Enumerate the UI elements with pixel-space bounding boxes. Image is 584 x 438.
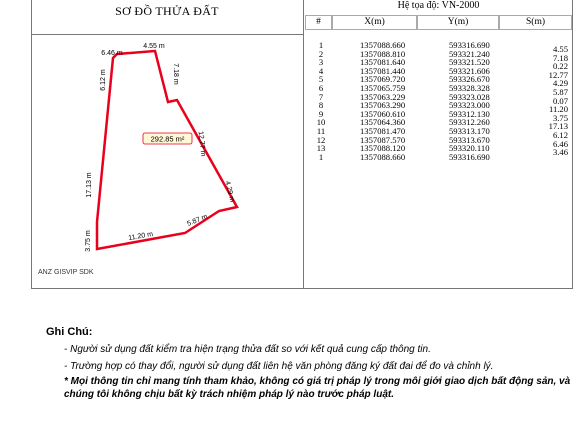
col-header-x: X(m)	[332, 15, 417, 30]
x-coordinate-cell: 1357063.290	[360, 100, 406, 111]
y-coordinate-cell: 593313.670	[449, 134, 490, 145]
point-number-cell: 7	[318, 91, 324, 102]
edge-label-right-diag: 12.77 m	[196, 130, 207, 157]
edge-length-cell: 6.12	[552, 129, 568, 140]
edge-length-cell: 12.77	[548, 69, 568, 80]
point-number-cell: 8	[318, 100, 324, 111]
edge-label-top-left: 6.46 m	[101, 50, 123, 57]
x-coordinate-cell: 1357088.810	[360, 48, 406, 59]
parcel-outline	[97, 51, 237, 249]
note-line-3a: * Mọi thông tin chỉ mang tính tham khảo, không có giá trị pháp lý trong môi giới giao dịch bất động sản, và	[64, 376, 571, 387]
edge-label-left: 17.13 m	[86, 172, 93, 198]
notes-heading: Ghi Chú:	[46, 326, 93, 338]
y-coordinate-cell: 593321.240	[449, 48, 490, 59]
point-number-cell: 1	[318, 151, 324, 162]
area-label: 292.85 m²	[150, 134, 185, 144]
edge-label-bottom: 11.20 m	[127, 230, 154, 243]
edge-length-cell: 3.75	[552, 112, 568, 123]
edge-length-cell: 7.18	[552, 52, 568, 63]
brand-label: ANZ GISVIP SDK	[38, 269, 94, 276]
point-number-cell: 13	[316, 143, 326, 154]
y-coordinate-cell: 593326.670	[449, 74, 490, 85]
y-coordinate-cell: 593328.328	[449, 82, 490, 93]
edge-length-cell: 5.87	[552, 86, 568, 97]
map-title: SƠ ĐỒ THỬA ĐẤT	[115, 4, 219, 18]
point-number-cell: 2	[318, 48, 324, 59]
edge-length-cell: 4.29	[552, 78, 568, 89]
x-coordinate-cell: 1357088.120	[360, 143, 406, 154]
col-header-index: #	[305, 15, 332, 30]
col-header-s: S(m)	[499, 15, 572, 30]
note-line-3b: chúng tôi không chịu bất kỳ trách nhiệm pháp lý nào trước pháp luật.	[64, 389, 394, 400]
edge-label-top: 4.55 m	[143, 43, 165, 50]
x-coordinate-cell: 1357064.360	[360, 117, 406, 128]
x-coordinate-cell: 1357065.759	[360, 82, 406, 93]
x-coordinate-cell: 1357063.229	[360, 91, 406, 102]
x-coordinate-cell: 1357069.720	[360, 74, 406, 85]
edge-length-cell: 0.22	[552, 61, 568, 72]
point-number-cell: 9	[318, 108, 324, 119]
edge-length-cell: 3.46	[552, 147, 568, 158]
y-coordinate-cell: 593316.690	[449, 151, 490, 162]
edge-length-cell: 17.13	[548, 121, 568, 132]
coord-system-title: Hệ tọa độ: VN-2000	[397, 0, 480, 11]
point-number-cell: 6	[318, 82, 324, 93]
edge-length-cell: 0.07	[552, 95, 568, 106]
edge-length-cell: 11.20	[548, 104, 568, 115]
edge-length-cell: 6.46	[552, 138, 568, 149]
note-line-1: - Người sử dụng đất kiểm tra hiện trạng thửa đất so với kết quả cung cấp thông tin.	[64, 344, 431, 355]
x-coordinate-cell: 1357087.570	[360, 134, 406, 145]
x-coordinate-cell: 1357081.640	[360, 57, 406, 68]
x-coordinate-cell: 1357060.610	[360, 108, 406, 119]
x-coordinate-cell: 1357081.440	[360, 65, 406, 76]
edge-length-cell: 4.55	[552, 44, 568, 54]
point-number-cell: 4	[318, 65, 324, 76]
y-coordinate-cell: 593312.260	[449, 117, 490, 128]
x-coordinate-cell: 1357088.660	[360, 151, 406, 162]
edge-label-right-low: 4.29 m	[223, 180, 236, 203]
col-header-y: Y(m)	[417, 15, 499, 30]
y-coordinate-cell: 593320.110	[449, 143, 490, 154]
point-number-cell: 12	[316, 134, 326, 145]
y-coordinate-cell: 593313.170	[449, 125, 490, 136]
point-number-cell: 11	[316, 125, 326, 136]
edge-label-right-top: 7.18 m	[172, 63, 179, 85]
y-coordinate-cell: 593321.606	[449, 65, 490, 76]
y-coordinate-cell: 593321.520	[449, 57, 490, 68]
point-number-cell: 1	[318, 40, 324, 50]
y-coordinate-cell: 593316.690	[449, 40, 490, 50]
edge-label-bottom-right: 5.87 m	[186, 213, 209, 228]
edge-label-left-top: 6.12 m	[100, 69, 107, 91]
point-number-cell: 5	[318, 74, 324, 85]
y-coordinate-cell: 593323.000	[449, 100, 490, 111]
edge-label-bottom-left: 3.75 m	[85, 230, 92, 252]
x-coordinate-cell: 1357081.470	[360, 125, 406, 136]
note-line-2: - Trường hợp có thay đổi, người sử dụng đất liên hệ văn phòng đăng ký đất đai để đo và chỉnh lý.	[64, 361, 494, 372]
y-coordinate-cell: 593323.028	[449, 91, 490, 102]
point-number-cell: 3	[318, 57, 324, 68]
y-coordinate-cell: 593312.130	[449, 108, 490, 119]
point-number-cell: 10	[316, 117, 326, 128]
x-coordinate-cell: 1357088.660	[360, 40, 406, 50]
